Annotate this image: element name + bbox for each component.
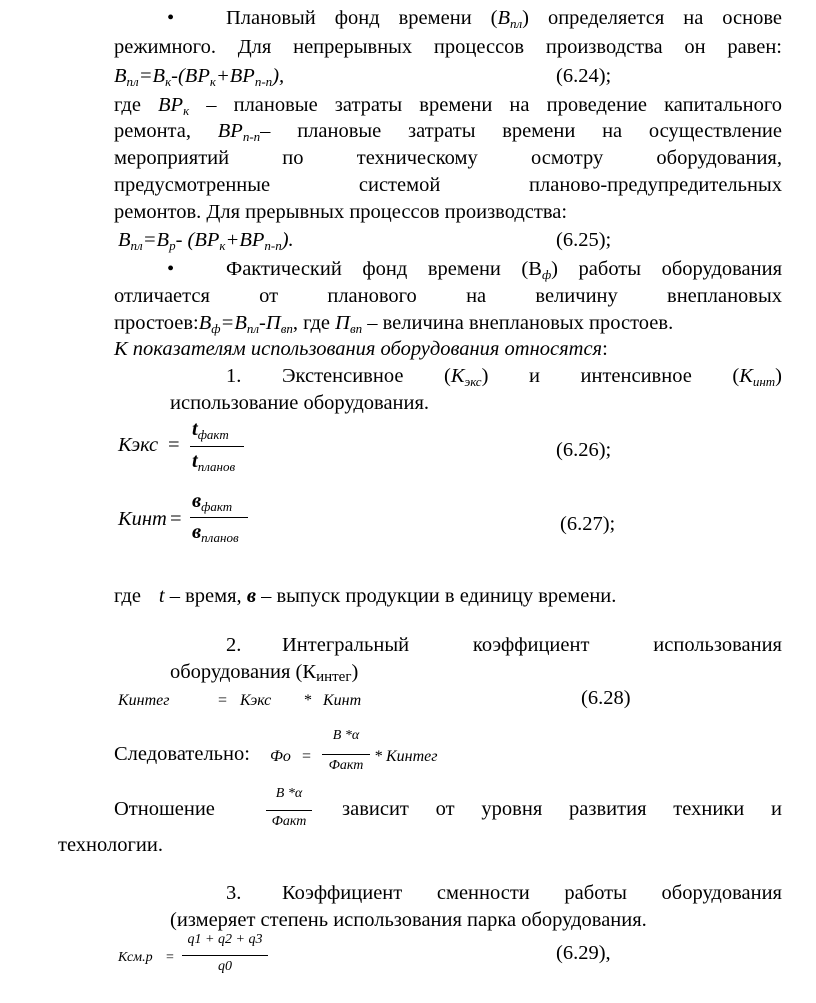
- p1-line-1: [226, 5, 782, 33]
- formula-6-28-number: (6.28): [581, 687, 631, 709]
- formula-6-25-number: (6.25);: [556, 229, 612, 251]
- hence-eq: =: [302, 748, 312, 765]
- f28-b: Кэкс: [240, 692, 272, 709]
- f28-eq: =: [218, 692, 228, 709]
- f28-c: Кинт: [323, 692, 362, 709]
- f27-eq: =: [170, 508, 182, 530]
- section-heading: К показателям использования оборудования относятся:: [114, 338, 608, 360]
- formula-6-27-number: (6.27);: [560, 513, 616, 535]
- bullet-2: •: [167, 258, 175, 280]
- hence-fraction: В *α Факт: [322, 728, 370, 780]
- formula-6-25: Впл=Вр- (ВРк+ВРп-п).: [118, 229, 294, 253]
- p1-line-6: мероприятий по техническому осмотру оборудования,: [114, 147, 782, 169]
- ratio-line-2: технологии.: [58, 834, 163, 856]
- f29-lhs: Ксм.р: [118, 950, 153, 965]
- hence-lhs: Фо: [270, 748, 291, 765]
- f28-a: Кинтег: [118, 692, 170, 709]
- ratio-label: Отношение: [114, 798, 215, 820]
- f27-lhs: Кинт: [118, 508, 167, 530]
- p1-line-4: где ВРк – плановые затраты времени на проведение капитального: [114, 94, 782, 118]
- ratio-text: зависит от уровня развития техники и: [342, 798, 782, 820]
- f26-lhs: Кэкс: [118, 434, 159, 456]
- p2-line-1: Фактический фонд времени (Вф) работы оборудования: [226, 258, 782, 282]
- item-2-number: 2.: [226, 634, 242, 656]
- p1-l1-sub: пл: [509, 16, 523, 31]
- p2-line-2: отличается от планового на величину внеплановых: [114, 285, 782, 307]
- item-1-line-1: Экстенсивное (Кэкс) и интенсивное (Кинт): [282, 365, 782, 389]
- p1-line-2: режимного. Для непрерывных процессов производства он равен:: [114, 36, 782, 58]
- item-1-line-2: использование оборудования.: [170, 392, 430, 414]
- ratio-fraction: В *α Факт: [266, 786, 312, 836]
- bullet-1: •: [167, 7, 175, 29]
- p1-l1-b: ) определяется на основе: [522, 7, 782, 29]
- hence-label: Следовательно:: [114, 743, 250, 765]
- f29-eq: =: [166, 950, 174, 965]
- f27-fraction: вфакт впланов: [190, 490, 248, 550]
- formula-6-24-number: (6.24);: [556, 65, 612, 87]
- where-line: где t – время, в – выпуск продукции в единицу времени.: [114, 585, 617, 607]
- f28-op: *: [304, 692, 312, 709]
- p1-line-7: предусмотренные системой планово-предупредительных: [114, 174, 782, 196]
- hence-rhs: * Кинтег: [374, 748, 438, 765]
- p2-line-3: простоев:Вф=Впл-Пвп, где Пвп – величина внеплановых простоев.: [114, 312, 674, 336]
- p1-l1-a: Плановый фонд времени (: [226, 7, 498, 29]
- item-3-number: 3.: [226, 882, 242, 904]
- item-3-line-1: Коэффициент сменности работы оборудования: [282, 882, 782, 904]
- item-3-line-2: (измеряет степень использования парка оборудования.: [170, 909, 647, 931]
- p1-line-8: ремонтов. Для прерывных процессов производства:: [114, 201, 568, 223]
- item-1-number: 1.: [226, 365, 242, 387]
- f29-fraction: q1 + q2 + q3 q0: [182, 932, 268, 982]
- f26-eq: =: [168, 434, 180, 456]
- item-2-line-2: оборудования (Кинтег): [170, 661, 359, 685]
- f26-fraction: tфакт tпланов: [190, 418, 244, 478]
- formula-6-24: Впл=Вк-(ВРк+ВРп-п),: [114, 65, 285, 89]
- p1-line-5: ремонта, ВРп-п– плановые затраты времени на осуществление: [114, 120, 782, 144]
- p1-l1-var: В: [497, 7, 510, 29]
- item-2-line-1: Интегральный коэффициент использования: [282, 634, 782, 656]
- formula-6-29-number: (6.29),: [556, 942, 611, 964]
- formula-6-26-number: (6.26);: [556, 439, 612, 461]
